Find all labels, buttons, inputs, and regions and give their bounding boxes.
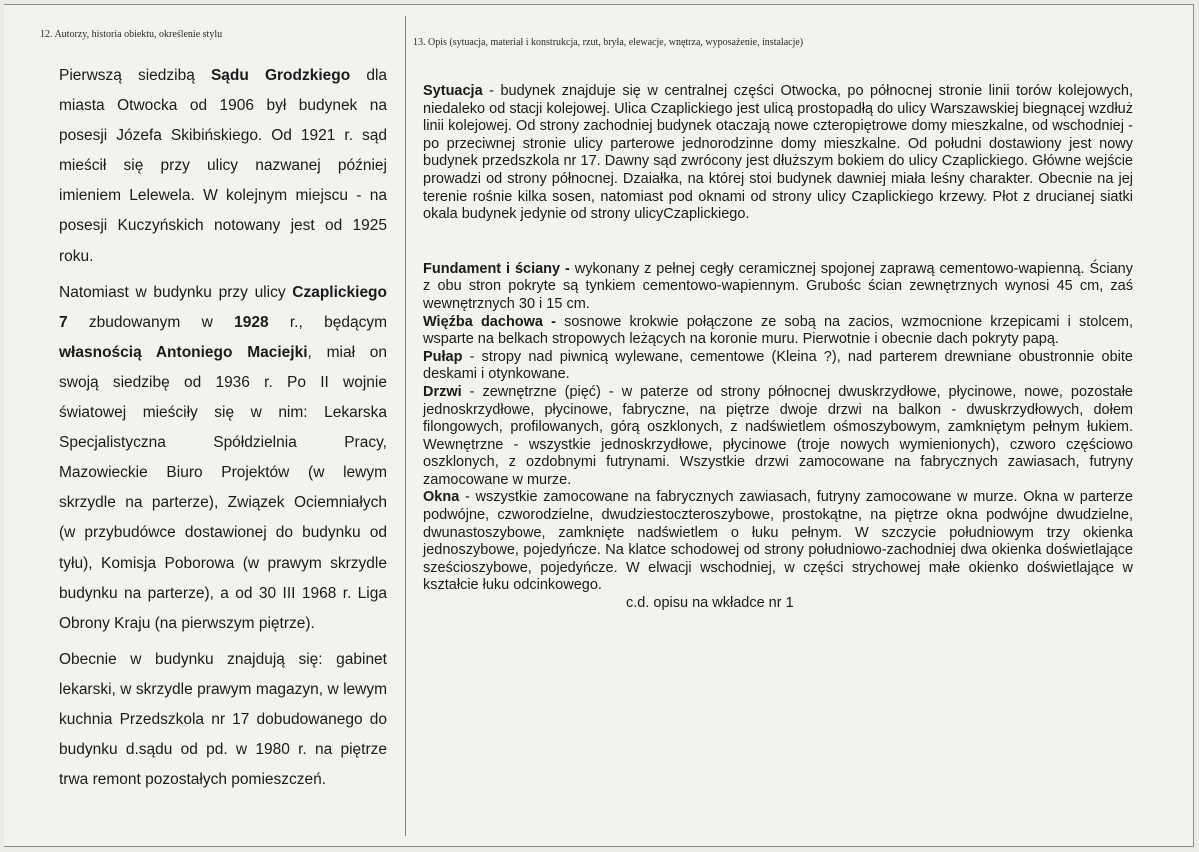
description-drzwi — [423, 384, 1133, 490]
history-paragraph-2 — [59, 278, 387, 639]
column-divider — [405, 16, 406, 836]
text-okna: - wszystkie zamocowane na fabrycznych zawiasach, futryny zamocowane w murze. Okna w parterze podwójne, czworodzielne, dwudziestoczteroszybowe, prostokątne, na piętrze okna podwójne dwudzielne, dwunastoszybowe, zamknięte nadświetlem o łuku pełnym. W szczycie południowym trzy okienka jednoszybowe, pojedyńcze. Na klatce schodowej od strony południowo-zachodniej dwa okienka doświetlające sześcioszybowe, pojedyńcze. W elwacji wschodniej, w części strychowej małe okienko doświetlające w kształcie łuku odcinkowego. — [423, 489, 1133, 594]
text-fundament: wykonany z pełnej cegły ceramicznej spojonej zaprawą cementowo-wapienną. Ściany z obu stron pokryte są tynkiem cementowo-wapiennym. Grubośc ścian zewnętrznych wynosi 45 cm, zaś wewnętrznych 30 i 15 cm. — [423, 260, 1133, 312]
term-pulap: Pułap — [423, 348, 463, 365]
section-12-header: 12. Autorzy, historia obiektu, określenie stylu — [40, 29, 223, 40]
section-13-header: 13. Opis (sytuacja, materiał i konstrukcja, rzut, bryła, elewacje, wnętrza, wyposażenie, instalacje) — [413, 37, 804, 48]
sheet-bottom-edge — [4, 846, 1194, 847]
description-sytuacja — [423, 83, 1133, 224]
history-paragraph-3: Obecnie w budynku znajdują się: gabinet lekarski, w skrzydle prawym magazyn, w lewym kuchnia Przedszkola nr 17 dobudowanego do budynku d.sądu od pd. w 1980 r. na piętrze trwa remont pozostałych pomieszczeń. — [59, 650, 387, 789]
term-drzwi: Drzwi — [423, 383, 462, 400]
description-wiezba — [423, 314, 1133, 349]
history-p2-text-g: , miał on swoją siedzibę od 1936 r. Po II wojnie światowej mieściły się w nim: Lekarska Specjalistyczna Spółdzielnia Pracy, Mazowieckie Biuro Projektów (w lewym skrzydle na parterze), Związek Ociemniałych (w przybudówce dostawionej do budynku od tyłu), Komisja Poborowa (w prawym skrzydle budynku na parterze), a od 30 III 1968 r. Liga Obrony Kraju (na pierwszym piętrze). — [59, 343, 387, 632]
description-okna — [423, 489, 1133, 595]
history-p1-text-c: dla miasta Otwocka od 1906 był budynek na posesji Józefa Skibińskiego. Od 1921 r. sąd mieścił się przy ulicy nazwanej później imieniem Lelewela. W kolejnym miejscu - na posesji Kuczyńskich notowany jest od 1925 roku. — [59, 67, 388, 265]
text-pulap: - stropy nad piwnicą wylewane, cementowe (Kleina ?), nad parterem drewniane obustronnie obite deskami i otynkowane. — [423, 348, 1133, 383]
description-column — [423, 83, 1133, 613]
text-drzwi: - zewnętrzne (pięć) - w paterze od strony północnej dwuskrzydłowe, płycinowe, nowe, pozostałe jednoskrzydłowe, płycinowe, fabryczne, na piętrze dwoje drzwi na balkon - dwuskrzydłowych, dołem filongowych, profilowanych, górą oszklonych, z nadświetlem ośmoszybowym, zamkniętym pełnym łukiem. Wewnętrzne - wszystkie jednoskrzydłowe, płycinowe (troje nowych wymienionych), czworo częściowo oszklonych, z ozdobnymi futrynami. Wszystkie drzwi zamocowane na fabrycznych zawiasach, futryny zamocowane w murze. — [423, 383, 1133, 488]
sheet-top-edge — [4, 4, 1194, 5]
term-wiezba: Więźba dachowa - — [423, 313, 556, 330]
history-column — [59, 61, 387, 801]
history-p1-text-a: Pierwszą siedzibą — [59, 67, 211, 84]
continuation-note: c.d. opisu na wkładce nr 1 — [626, 595, 794, 612]
term-okna: Okna — [423, 489, 460, 506]
history-paragraph-1 — [59, 61, 387, 272]
sheet-right-edge — [1193, 4, 1194, 847]
history-p2-year: 1928 — [234, 313, 269, 331]
history-p2-owner: własnością Antoniego Maciejki — [59, 343, 308, 361]
history-p2-address: Czaplickiego 7 — [59, 283, 387, 331]
document-sheet — [4, 4, 1194, 847]
paragraph-gap — [423, 224, 1133, 261]
description-pulap — [423, 349, 1133, 384]
term-sytuacja: Sytuacja — [423, 83, 483, 99]
description-fundament — [423, 261, 1133, 314]
history-p1-court-name: Sądu Grodzkiego — [210, 67, 351, 84]
history-p2-text-c: zbudowanym w — [67, 313, 235, 331]
history-p2-text-e: r., będącym — [268, 313, 387, 331]
term-fundament: Fundament i ściany - — [423, 260, 570, 277]
history-p2-text-a: Natomiast w budynku przy ulicy — [59, 283, 293, 301]
text-sytuacja: - budynek znajduje się w centralnej części Otwocka, po północnej stronie linii torów kolejowych, niedaleko od stacji kolejowej. Ulica Czaplickiego jest ulicą prostopadłą do ulicy Warszawskiej biegnącej wzdłuż linii kolejowej. Od strony zachodniej budynek otaczają nowe czteropiętrowe domy mieszkalne, od wschodniej - po przeciwnej stronie ulicy parterowe jednorodzinne domy mieszkalne. Od południ dostawiony jest nowy budynek przedszkola nr 17. Dawny sąd zwrócony jest dłuższym bokiem do ulicy Czaplickiego. Główne wejście prowadzi od strony północnej. Dzaiałka, na której stoi budynek dawniej miała leśny charakter. Obecnie na jej terenie rośnie kilka sosen, natomiast pod oknami od strony ulicy Czaplickiego krzewy. Płot z drucianej siatki okala budynek jedynie od strony ulicyCzaplickiego. — [423, 83, 1133, 223]
text-wiezba: sosnowe krokwie połączone ze sobą na zacios, wzmocnione krzepicami i stolcem, wsparte na belkach stropowych leżących na koronie muru. Pierwotnie i obecnie dach pokryty papą. — [423, 313, 1133, 348]
